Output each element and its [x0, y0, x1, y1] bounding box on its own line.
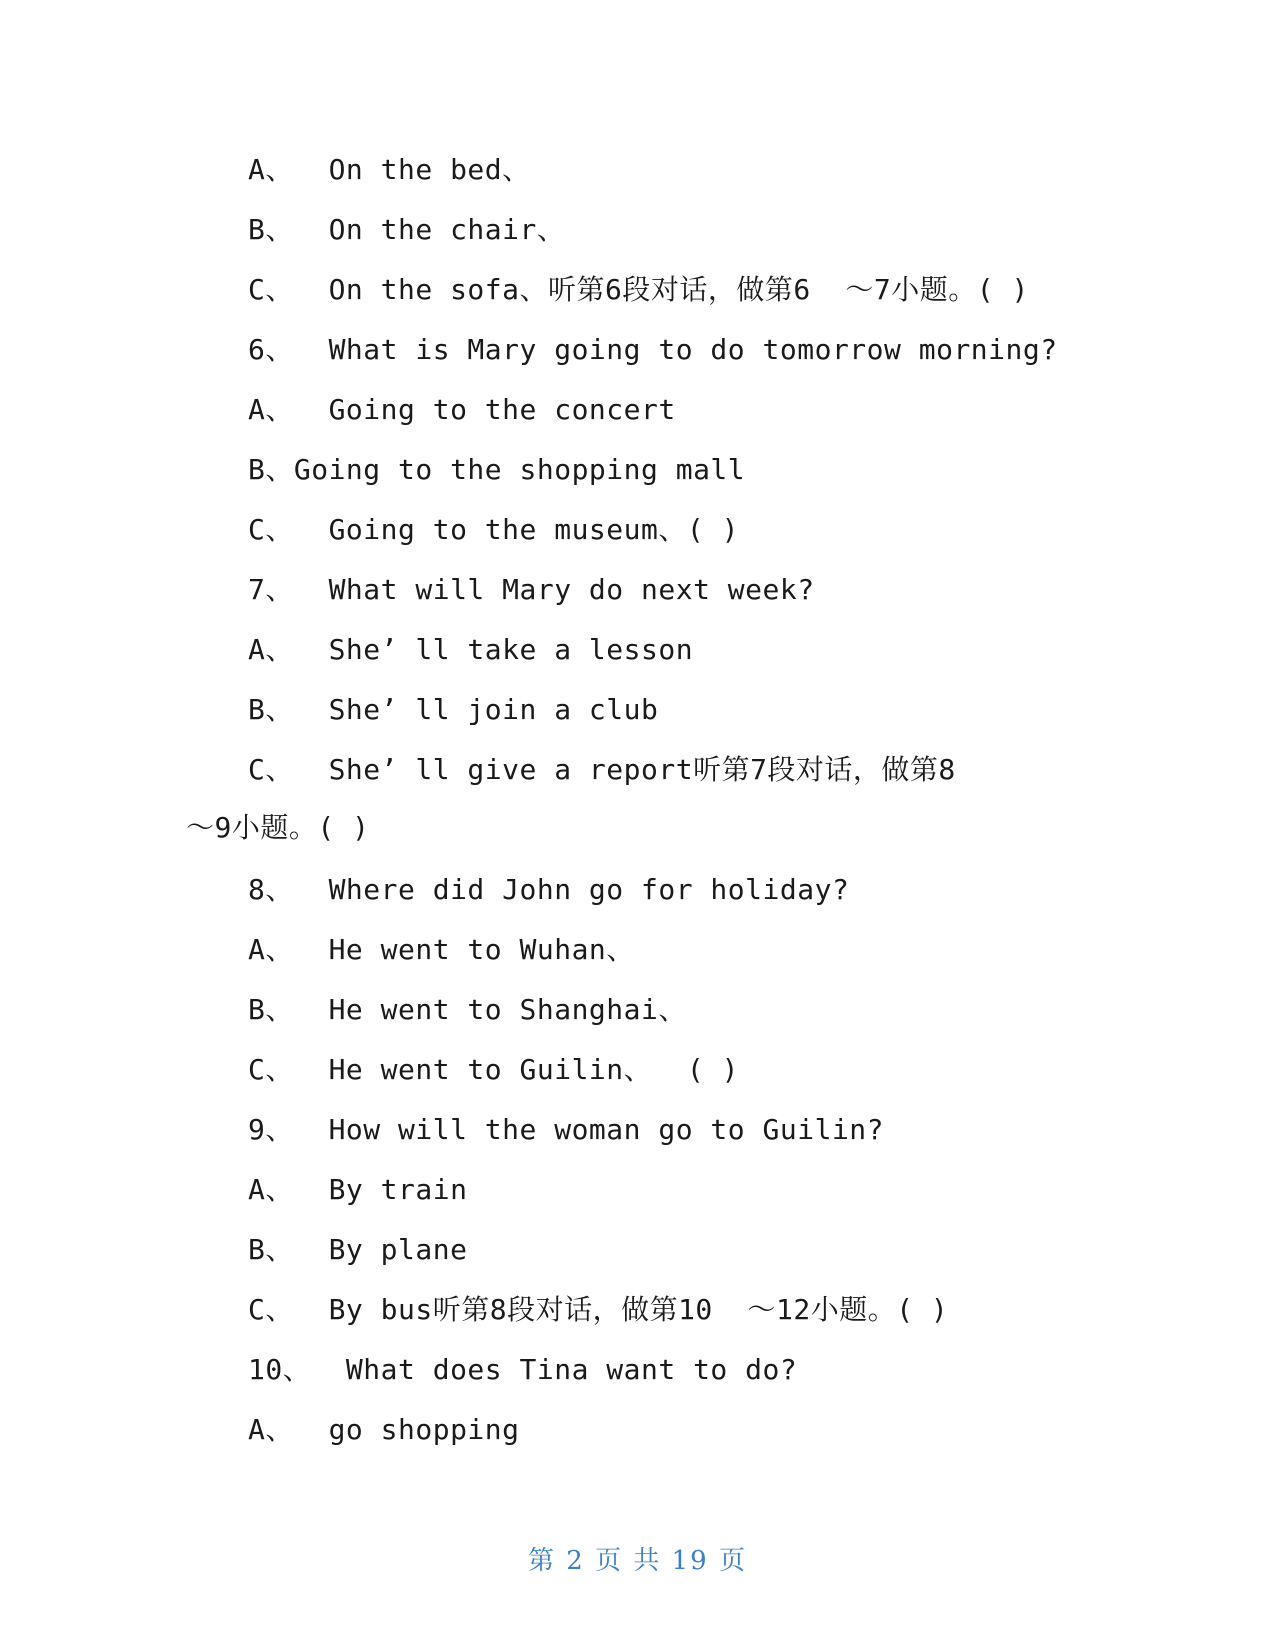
q7-option-b: B、 She’ ll join a club [248, 693, 659, 726]
q7-option-c: C、 She’ ll give a report听第7段对话，做第8 [248, 753, 956, 786]
option-c-sofa: C、 On the sofa、听第6段对话，做第6 ～7小题。( ) [248, 273, 1029, 306]
question-7: 7、 What will Mary do next week? [248, 573, 815, 606]
q9-option-b: B、 By plane [248, 1233, 468, 1266]
page-number-footer: 第 2 页 共 19 页 [528, 1546, 747, 1576]
q6-option-c: C、 Going to the museum、( ) [248, 513, 739, 546]
question-9: 9、 How will the woman go to Guilin? [248, 1113, 885, 1146]
q6-option-b: B、Going to the shopping mall [248, 453, 746, 486]
q6-option-a: A、 Going to the concert [248, 393, 676, 426]
q8-option-a: A、 He went to Wuhan、 [248, 933, 635, 966]
q8-option-c: C、 He went to Guilin、 ( ) [248, 1053, 739, 1086]
q9-option-c: C、 By bus听第8段对话，做第10 ～12小题。( ) [248, 1293, 949, 1326]
option-a-bed: A、 On the bed、 [248, 153, 531, 186]
question-8: 8、 Where did John go for holiday? [248, 873, 850, 906]
q8-option-b: B、 He went to Shanghai、 [248, 993, 687, 1026]
q10-option-a: A、 go shopping [248, 1413, 520, 1446]
q9-option-a: A、 By train [248, 1173, 468, 1206]
q7-option-a: A、 She’ ll take a lesson [248, 633, 694, 666]
question-6: 6、 What is Mary going to do tomorrow morning? [248, 333, 1058, 366]
q7-option-c-continued: ～9小题。( ) [186, 811, 370, 844]
option-b-chair: B、 On the chair、 [248, 213, 566, 246]
question-10: 10、 What does Tina want to do? [248, 1353, 798, 1386]
